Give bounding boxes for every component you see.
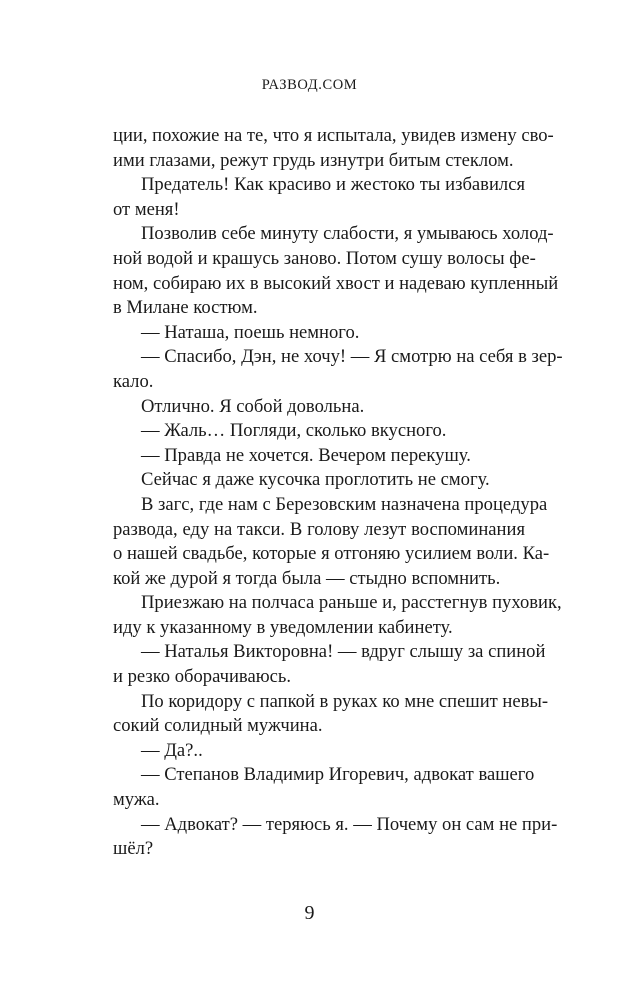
running-header: РАЗВОД.СОМ (261, 77, 358, 93)
text-line: Сейчас я даже кусочка проглотить не смогу. (141, 469, 490, 491)
text-line: — Наташа, поешь немного. (141, 321, 360, 343)
text-line: Предатель! Как красиво и жестоко ты избавился (141, 174, 525, 196)
text-line: мужа. (113, 789, 160, 811)
text-line: — Степанов Владимир Игоревич, адвокат вашего (141, 764, 535, 786)
text-line: — Жаль… Погляди, сколько вкусного. (141, 420, 447, 442)
text-line: и резко оборачиваюсь. (113, 666, 291, 688)
text-line: По коридору с папкой в руках ко мне спешит невы- (141, 690, 549, 712)
text-line: в Милане костюм. (113, 297, 258, 319)
text-line: кой же дурой я тогда была — стыдно вспомнить. (113, 567, 501, 589)
text-line: развода, еду на такси. В голову лезут воспоминания (113, 518, 525, 540)
text-line: ими глазами, режут грудь изнутри битым стеклом. (113, 149, 514, 171)
text-line: сокий солидный мужчина. (113, 715, 323, 737)
text-line: — Правда не хочется. Вечером перекушу. (141, 444, 471, 466)
text-line: ном, собираю их в высокий хвост и надеваю купленный (113, 272, 559, 294)
text-line: от меня! (113, 198, 180, 220)
text-line: В загс, где нам с Березовским назначена процедура (141, 493, 548, 515)
text-line: — Спасибо, Дэн, не хочу! — Я смотрю на себя в зер- (141, 346, 563, 368)
text-line: — Адвокат? — теряюсь я. — Почему он сам не при- (141, 813, 558, 835)
page-number: 9 (304, 902, 315, 924)
text-line: — Наталья Викторовна! — вдруг слышу за спиной (141, 641, 546, 663)
page-body-text (113, 124, 563, 862)
text-line: Отлично. Я собой довольна. (141, 395, 365, 417)
text-line: ной водой и крашусь заново. Потом сушу волосы фе- (113, 247, 536, 269)
text-line: шёл? (113, 838, 154, 860)
text-line: — Да?.. (141, 739, 203, 761)
text-line: кало. (113, 370, 154, 392)
text-line: иду к указанному в уведомлении кабинету. (113, 616, 453, 638)
text-line: Приезжаю на полчаса раньше и, расстегнув пуховик, (141, 592, 562, 614)
text-line: ции, похожие на те, что я испытала, увидев измену сво- (113, 125, 554, 146)
text-line: Позволив себе минуту слабости, я умываюсь холод- (141, 223, 554, 245)
text-line: о нашей свадьбе, которые я отгоняю усилием воли. Ка- (113, 543, 550, 565)
